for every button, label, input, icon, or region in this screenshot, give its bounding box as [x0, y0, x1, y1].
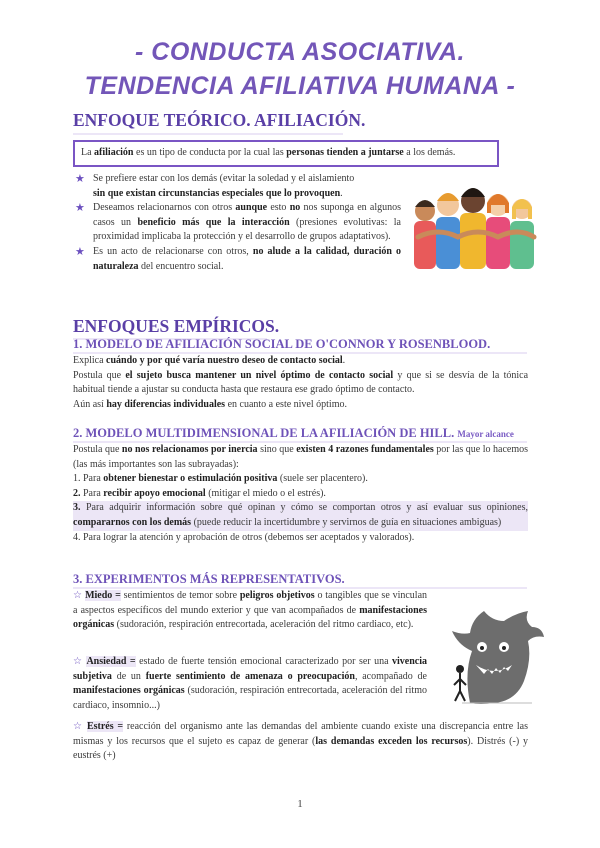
section-heading-theoretical: ENFOQUE TEÓRICO. AFILIACIÓN.: [73, 110, 366, 130]
list-item: 3. Para adquirir información sobre qué opinan y cómo se comportan otros y así evaluar sus opiniones, compararnos con los demás (puede reducir la incertidumbre y servirnos de guía en situaciones ambiguas): [73, 501, 528, 530]
page-number: 1: [297, 798, 303, 810]
document-title-line1: - CONDUCTA ASOCIATIVA.: [135, 38, 465, 66]
star-icon: ★: [75, 173, 85, 185]
star-icon: ★: [75, 202, 85, 215]
ansiedad-definition: ☆ Ansiedad = estado de fuerte tensión emocional caracterizado por ser una vivencia subjetiva de un fuerte sentimiento de amenaza o preocupación, acompañado de manifestaciones orgánicas (sudoración, respiración entrecortada, aceleración del ritmo cardiaco, insomnio...): [73, 656, 428, 711]
estres-definition: ☆ Estrés = reacción del organismo ante las demandas del ambiente cuando existe una discrepancia entre las mismas y los recursos que el sujeto es capaz de generar (las demandas exceden los recursos). Distrés (-) y eustrés (+): [73, 721, 529, 762]
bullet-item: ★ Es un acto de relacionarse con otros, no alude a la calidad, duración o naturaleza del encuentro social.: [75, 245, 401, 272]
bullet-item: ★ Se prefiere estar con los demás (evitar la soledad y el aislamiento sin que existan circunstancias especiales que lo provoquen.: [75, 173, 355, 199]
affiliation-bullets: [75, 172, 401, 274]
fear-shadow-monster-illustration: [440, 603, 544, 711]
section-heading-empirical: ENFOQUES EMPÍRICOS.: [73, 316, 280, 336]
outline-star-icon: ☆: [73, 656, 83, 667]
star-icon: ★: [75, 245, 85, 258]
outline-star-icon: ☆: [73, 590, 83, 601]
list-item: 4. Para lograr la atención y aprobación de otros (debemos ser aceptados y valorados).: [73, 531, 415, 543]
model-heading-oconnor: 1. MODELO DE AFILIACIÓN SOCIAL DE O'CONNOR Y ROSENBLOOD.: [73, 337, 491, 351]
scope-note: Mayor alcance: [457, 429, 514, 439]
document-title-line2: TENDENCIA AFILIATIVA HUMANA -: [84, 72, 516, 100]
definition-box: La afiliación es un tipo de conducta por la cual las personas tienden a juntarse a los demás.: [73, 140, 499, 167]
miedo-definition: ☆ Miedo = sentimientos de temor sobre peligros objetivos o tangibles que se vinculan a aspectos específicos del mundo exterior y que van acompañados de manifestaciones orgánicas (sudoración, respiración entrecortada, aceleración del ritmo cardiaco, etc).: [73, 590, 428, 631]
oconnor-text: Explica cuándo y por qué varía nuestro deseo de contacto social. Postula que el sujeto busca mantener un nivel óptimo de contacto social y que si se desvía de la tónica habitual tiende a ajustar su conducta hasta que restaura ese grado óptimo de contacto. Aún así hay diferencias individuales en cuanto a este nivel óptimo.: [73, 355, 529, 410]
outline-star-icon: ☆: [73, 721, 84, 732]
group-of-friends-illustration: [410, 181, 538, 269]
hill-text: Postula que no nos relacionamos por inercia sino que existen 4 razones fundamentales por las que lo hacemos (las más importantes son las subrayadas): 1. Para obtener bienestar o estimulación positiva (suele ser placentero). 2. Para recibir apoyo emocional (mitigar el miedo o el estrés). 3. Para adquirir información sobre qué opinan y cómo se comportan otros y así evaluar sus opiniones, compararnos con los demás (puede reducir la incertidumbre y servirnos de guía en situaciones ambiguas) 4. Para lograr la atención y aprobación de otros (debemos ser aceptados y valorados).: [73, 443, 528, 545]
model-heading-hill: 2. MODELO MULTIDIMENSIONAL DE LA AFILIACIÓN DE HILL. Mayor alcance: [73, 426, 514, 440]
list-item: 2. Para recibir apoyo emocional (mitigar el miedo o el estrés).: [73, 487, 326, 499]
bullet-item: ★ Deseamos relacionarnos con otros aunque esto no nos suponga en algunos casos un beneficio más que la interacción (presiones evolutivas: la proximidad implicaba la protección y el desarrollo de grupos adaptativos).: [75, 202, 401, 243]
heading-underline: [73, 133, 343, 135]
experiments-heading: 3. EXPERIMENTOS MÁS REPRESENTATIVOS.: [73, 572, 345, 586]
list-item: 1. Para obtener bienestar o estimulación positiva (suele ser placentero).: [73, 473, 368, 485]
